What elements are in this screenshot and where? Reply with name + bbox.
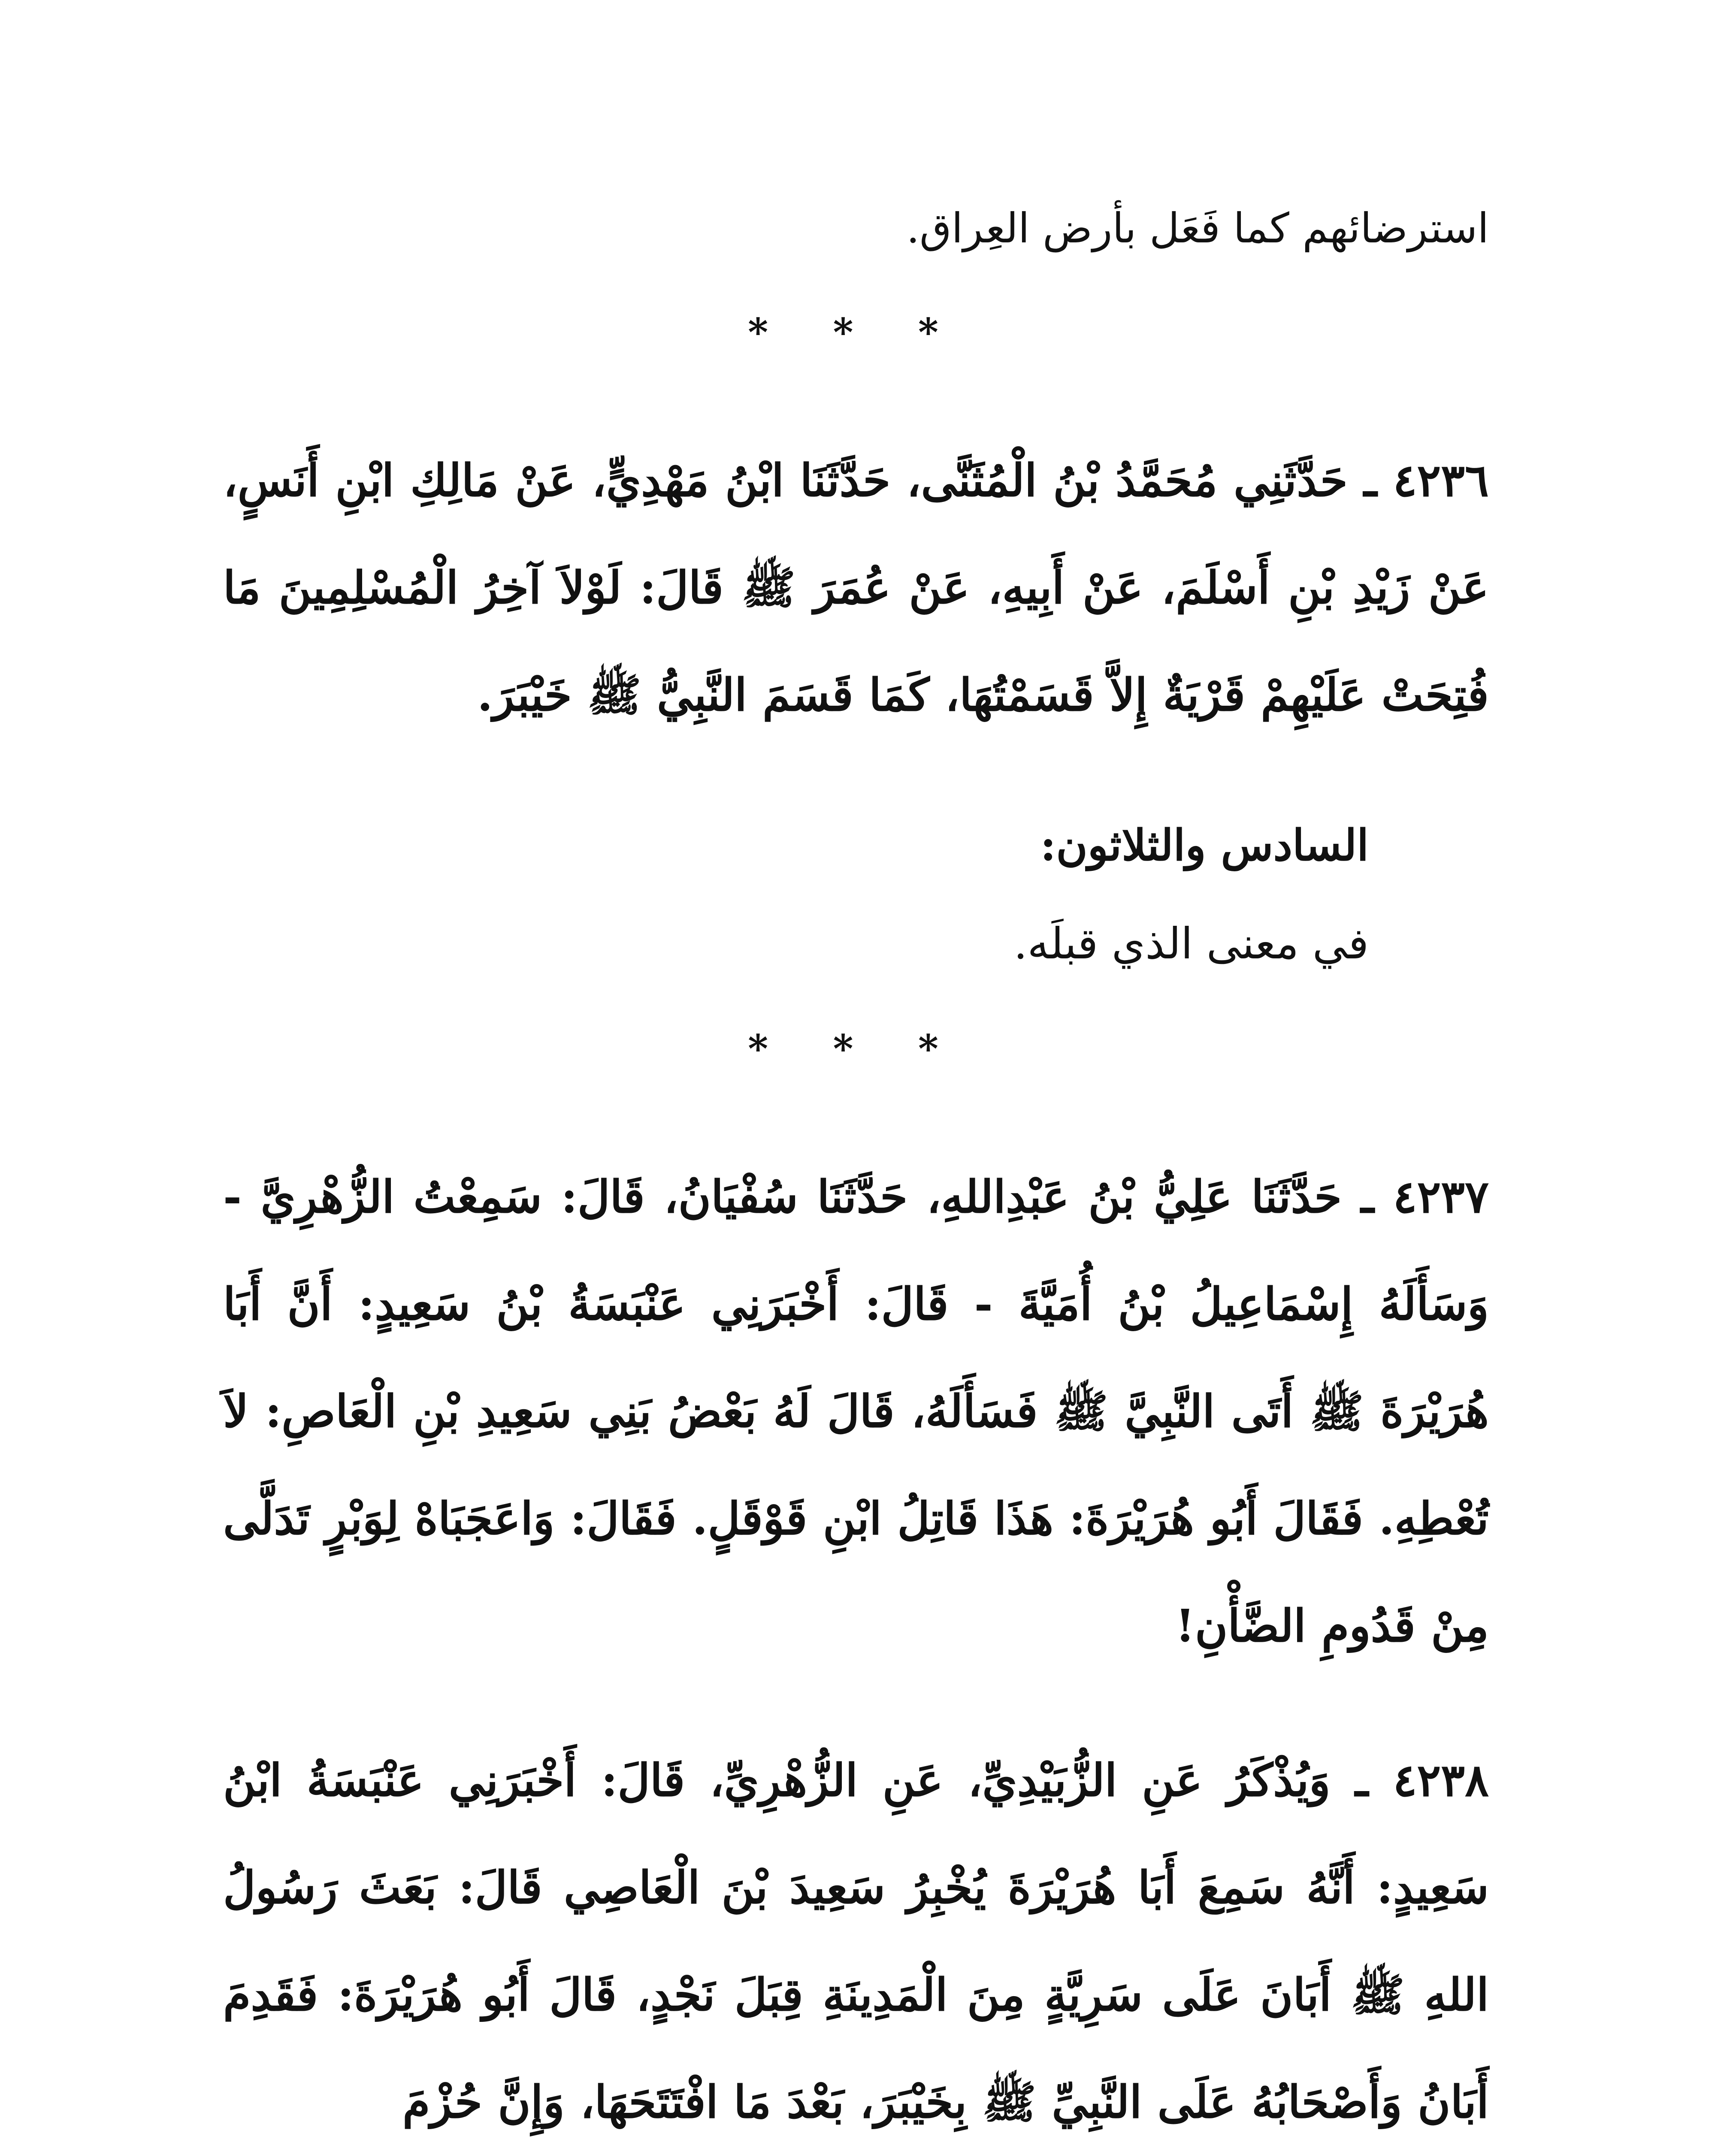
- hadith-text: وَيُذْكَرُ عَنِ الزُّبَيْدِيِّ، عَنِ الزُّهْرِيِّ، قَالَ: أَخْبَرَنِي عَنْبَسَةُ ابْنُ سَعِيدٍ: أَنَّهُ سَمِعَ أَبَا هُرَيْرَةَ يُخْبِرُ سَعِيدَ بْنَ الْعَاصِي قَالَ: بَعَثَ رَسُولُ اللهِ ﷺ أَبَانَ عَلَى سَرِيَّةٍ مِنَ الْمَدِينَةِ قِبَلَ نَجْدٍ، قَالَ أَبُو هُرَيْرَةَ: فَقَدِمَ أَبَانُ وَأَصْحَابُهُ عَلَى النَّبِيِّ ﷺ بِخَيْبَرَ، بَعْدَ مَا افْتَتَحَهَا، وَإِنَّ حُزْمَ: [223, 1754, 1489, 2128]
- hadith-4238: [223, 1727, 1489, 2145]
- paragraph-gap: [223, 1680, 1489, 1727]
- intro-line: استرضائهم كما فَعَل بأرض العِراق.: [906, 204, 1489, 252]
- section-note: في معنى الذي قبلَه.: [1013, 918, 1369, 969]
- page-content: [223, 189, 1489, 2145]
- hadith-4236: [223, 427, 1489, 749]
- separator-stars-1: * * *: [748, 310, 964, 355]
- hadith-4237: [223, 1143, 1489, 1680]
- hadith-number: ٤٢٣٧: [1393, 1170, 1489, 1223]
- hadith-dash: ـ: [1347, 454, 1393, 507]
- hadith-dash: ـ: [1330, 1754, 1393, 1807]
- hadith-number: ٤٢٣٨: [1393, 1754, 1489, 1807]
- separator-stars-2: * * *: [748, 1026, 964, 1072]
- hadith-dash: ـ: [1342, 1170, 1393, 1223]
- hadith-text: حَدَّثَنَا عَلِيُّ بْنُ عَبْدِاللهِ، حَدَّثَنَا سُفْيَانُ، قَالَ: سَمِعْتُ الزُّهْرِيَّ - وَسَأَلَهُ إِسْمَاعِيلُ بْنُ أُمَيَّةَ - قَالَ: أَخْبَرَنِي عَنْبَسَةُ بْنُ سَعِيدٍ: أَنَّ أَبَا هُرَيْرَةَ ﷺ أَتَى النَّبِيَّ ﷺ فَسَأَلَهُ، قَالَ لَهُ بَعْضُ بَنِي سَعِيدِ بْنِ الْعَاصِ: لاَ تُعْطِهِ. فَقَالَ أَبُو هُرَيْرَةَ: هَذَا قَاتِلُ ابْنِ قَوْقَلٍ. فَقَالَ: وَاعَجَبَاهْ لِوَبْرٍ تَدَلَّى مِنْ قَدُومِ الضَّأْنِ!: [223, 1170, 1489, 1652]
- hadith-number: ٤٢٣٦: [1393, 454, 1489, 507]
- section-heading: السادس والثلاثون:: [1040, 820, 1369, 870]
- hadith-text: حَدَّثَنِي مُحَمَّدُ بْنُ الْمُثَنَّى، حَدَّثَنَا ابْنُ مَهْدِيٍّ، عَنْ مَالِكِ ابْنِ أَنَسٍ، عَنْ زَيْدِ بْنِ أَسْلَمَ، عَنْ أَبِيهِ، عَنْ عُمَرَ ﷺ قَالَ: لَوْلاَ آخِرُ الْمُسْلِمِينَ مَا فُتِحَتْ عَلَيْهِمْ قَرْيَةٌ إِلاَّ قَسَمْتُهَا، كَمَا قَسَمَ النَّبِيُّ ﷺ خَيْبَرَ.: [223, 454, 1489, 721]
